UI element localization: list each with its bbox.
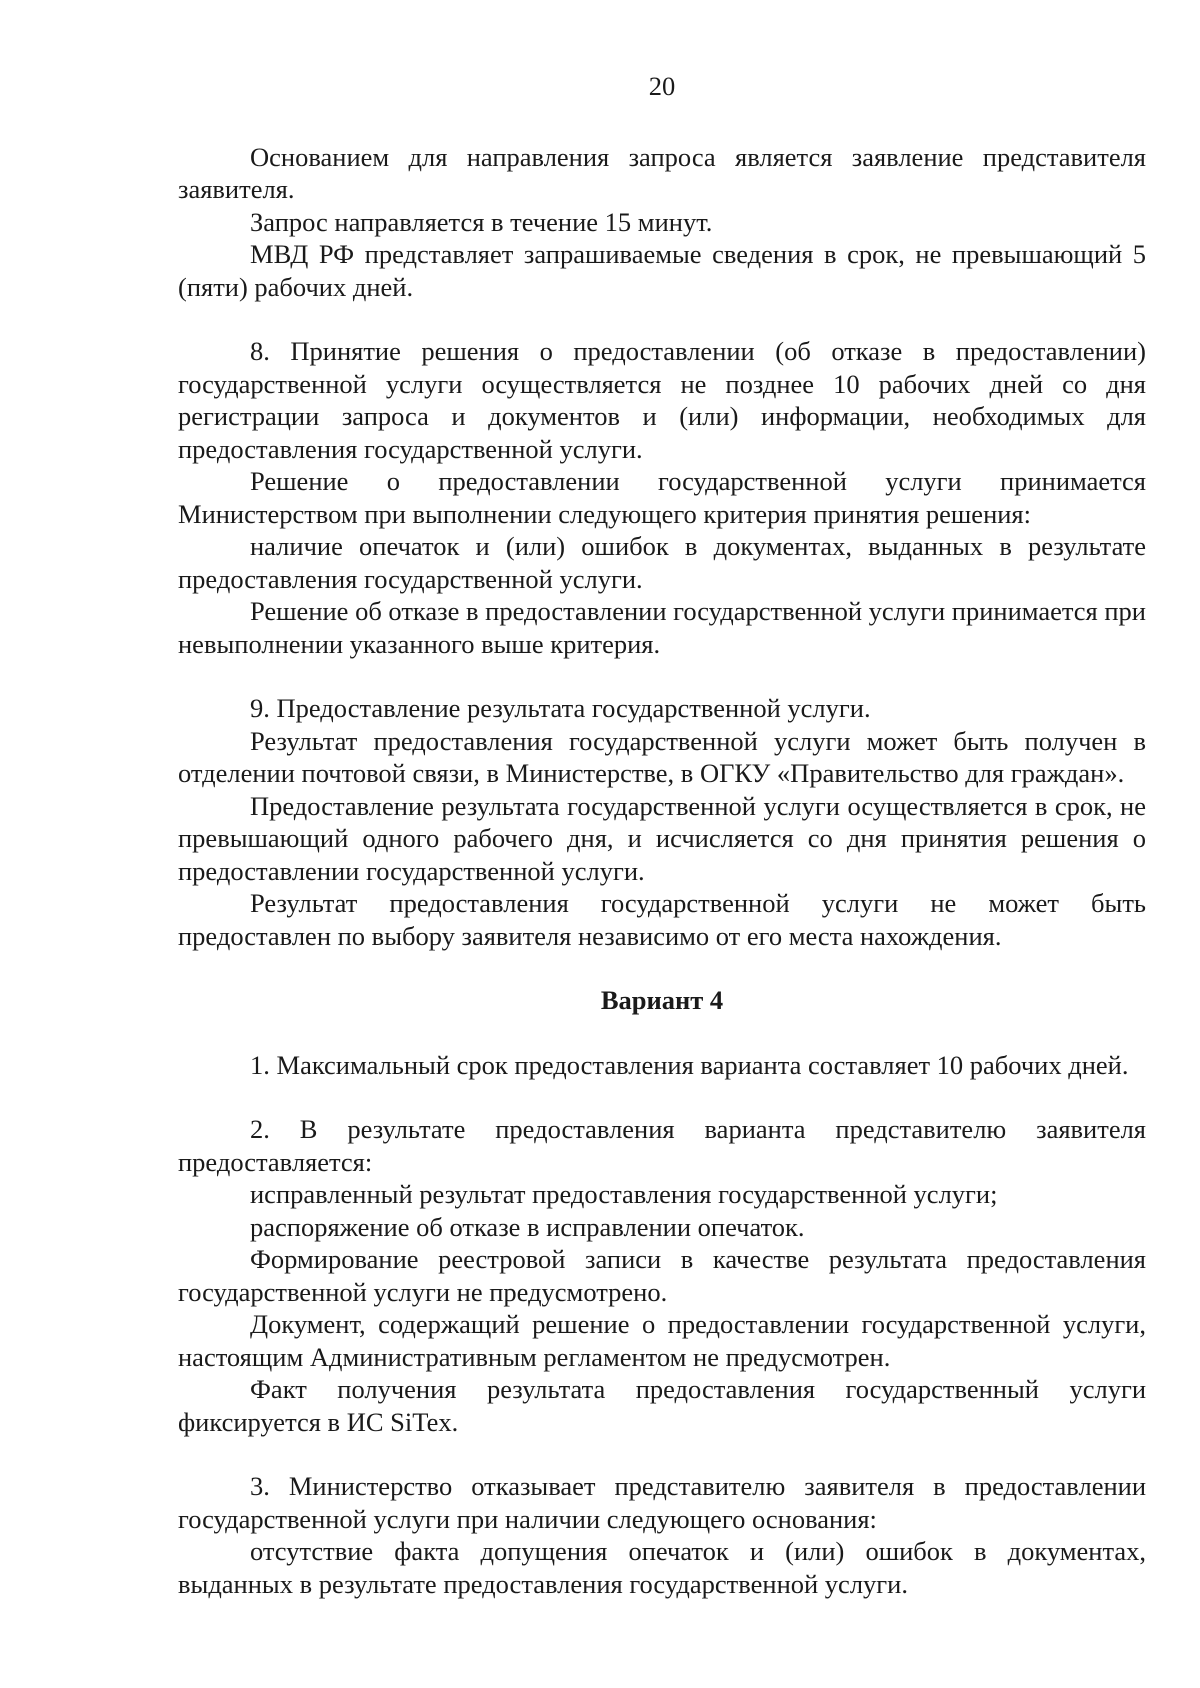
paragraph: Факт получения результата предоставления государственный услуги фиксируется в ИС SiTex. <box>178 1374 1146 1437</box>
paragraph: Результат предоставления государственной услуги может быть получен в отделении почтовой связи, в Министерстве, в ОГКУ «Правительство для граждан». <box>178 725 1146 788</box>
section-heading: Вариант 4 <box>600 985 724 1015</box>
paragraph: Решение об отказе в предоставлении государственной услуги принимается при невыполнении указанного выше критерия. <box>178 596 1146 659</box>
paragraph: 1. Максимальный срок предоставления варианта составляет 10 рабочих дней. <box>250 1049 1129 1080</box>
paragraph: 9. Предоставление результата государственной услуги. <box>250 693 871 723</box>
paragraph: Запрос направляется в течение 15 минут. <box>250 206 713 237</box>
paragraph: отсутствие факта допущения опечаток и (или) ошибок в документах, выданных в результате предоставления государственной услуги. <box>178 1536 1146 1599</box>
section-gap <box>178 1017 1146 1049</box>
paragraph: Решение о предоставлении государственной услуги принимается Министерством при выполнении следующего критерия принятия решения: <box>178 466 1146 529</box>
document-page <box>178 70 1146 1600</box>
paragraph: Формирование реестровой записи в качестве результата предоставления государственной услуги не предусмотрено. <box>178 1244 1146 1307</box>
paragraph: Документ, содержащий решение о предоставлении государственной услуги, настоящим Административным регламентом не предусмотрен. <box>178 1309 1146 1372</box>
paragraph: Предоставление результата государственной услуги осуществляется в срок, не превышающий одного рабочего дня, и исчисляется со дня принятия решения о предоставлении государственной услуги. <box>178 790 1146 886</box>
section-gap <box>178 303 1146 335</box>
page-number: 20 <box>648 71 676 101</box>
paragraph: распоряжение об отказе в исправлении опечаток. <box>250 1211 805 1242</box>
section-gap <box>178 952 1146 984</box>
section-gap <box>178 1081 1146 1113</box>
paragraph: 2. В результате предоставления варианта представителю заявителя предоставляется: <box>178 1114 1146 1177</box>
paragraph: Основанием для направления запроса является заявление представителя заявителя. <box>178 141 1146 204</box>
paragraph: 3. Министерство отказывает представителю заявителя в предоставлении государственной услуги при наличии следующего основания: <box>178 1471 1146 1534</box>
paragraph: исправленный результат предоставления государственной услуги; <box>250 1179 998 1209</box>
section-gap <box>178 1438 1146 1470</box>
paragraph: Результат предоставления государственной услуги не может быть предоставлен по выбору заявителя независимо от его места нахождения. <box>178 888 1146 951</box>
paragraph: 8. Принятие решения о предоставлении (об отказе в предоставлении) государственной услуги осуществляется не позднее 10 рабочих дней со дня регистрации запроса и документов и (или) информации, необходимых для предоставления государственной услуги. <box>178 336 1146 464</box>
section-gap <box>178 660 1146 692</box>
paragraph: наличие опечаток и (или) ошибок в документах, выданных в результате предоставления государственной услуги. <box>178 531 1146 594</box>
paragraph: МВД РФ представляет запрашиваемые сведения в срок, не превышающий 5 (пяти) рабочих дней. <box>178 239 1146 302</box>
